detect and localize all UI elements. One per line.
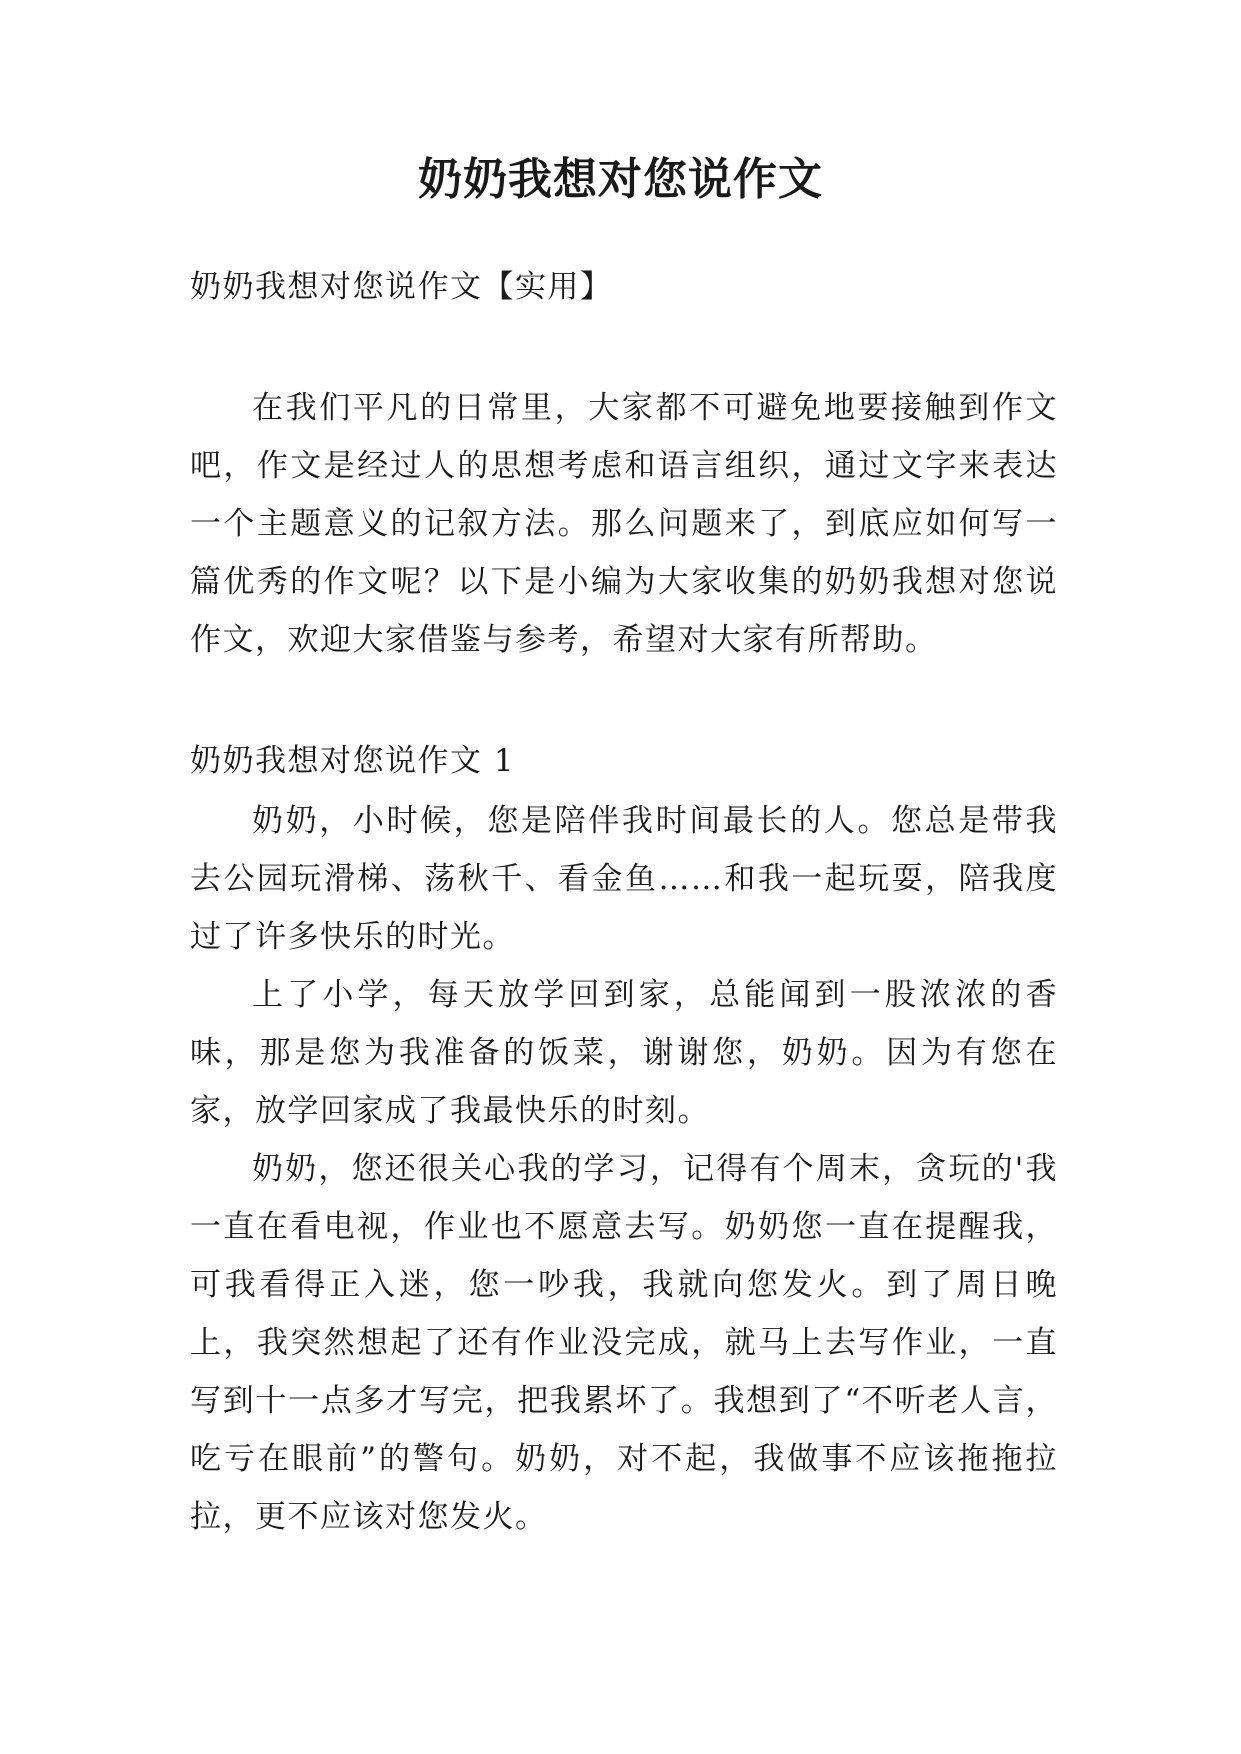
document-body bbox=[190, 258, 1058, 1546]
body-paragraph-1: 奶奶，小时候，您是陪伴我时间最长的人。您总是带我去公园玩滑梯、荡秋千、看金鱼……和我一起玩耍，陪我度过了许多快乐的时光。 bbox=[190, 803, 1058, 955]
document-subtitle: 奶奶我想对您说作文【实用】 bbox=[190, 269, 613, 305]
intro-paragraph: 在我们平凡的日常里，大家都不可避免地要接触到作文吧，作文是经过人的思想考虑和语言组织，通过文字来表达一个主题意义的记叙方法。那么问题来了，到底应如何写一篇优秀的作文呢？以下是小编为大家收集的奶奶我想对您说作文，欢迎大家借鉴与参考，希望对大家有所帮助。 bbox=[190, 390, 1058, 658]
body-paragraph-2: 上了小学，每天放学回到家，总能闻到一股浓浓的香味，那是您为我准备的饭菜，谢谢您，奶奶。因为有您在家，放学回家成了我最快乐的时刻。 bbox=[190, 977, 1058, 1129]
document-title: 奶奶我想对您说作文 bbox=[418, 154, 823, 205]
section-heading: 奶奶我想对您说作文 1 bbox=[190, 743, 516, 779]
body-paragraph-3: 奶奶，您还很关心我的学习，记得有个周末，贪玩的'我一直在看电视，作业也不愿意去写。奶奶您一直在提醒我，可我看得正入迷，您一吵我，我就向您发火。到了周日晚上，我突然想起了还有作业没完成，就马上去写作业，一直写到十一点多才写完，把我累坏了。我想到了“不听老人言，吃亏在眼前”的警句。奶奶，对不起，我做事不应该拖拖拉拉，更不应该对您发火。 bbox=[190, 1151, 1058, 1535]
